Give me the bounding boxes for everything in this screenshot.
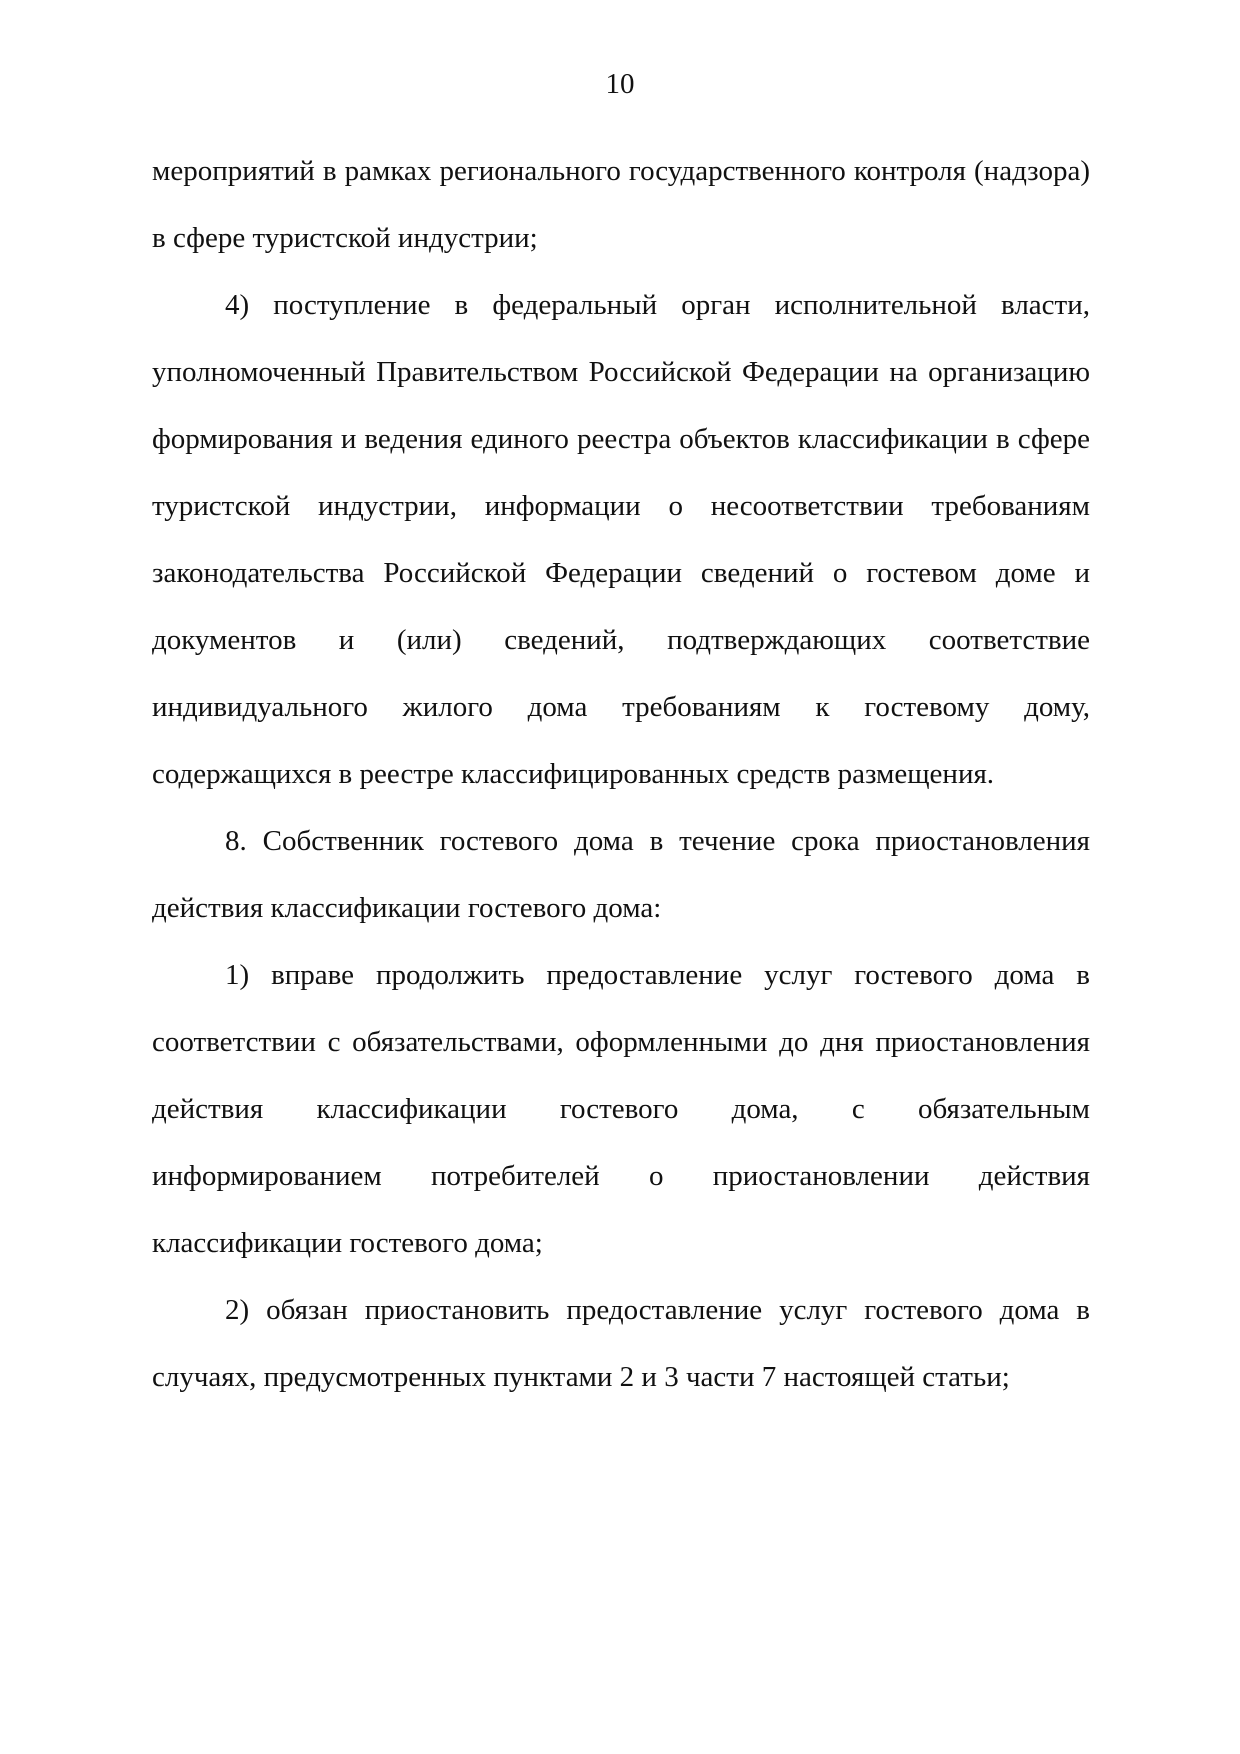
paragraph-section-8: 8. Собственник гостевого дома в течение срока приостановления действия классификации гостевого дома: bbox=[152, 825, 1090, 924]
paragraph-item-1: 1) вправе продолжить предоставление услуг гостевого дома в соответствии с обязательствами, оформленными до дня приостановления действия классификации гостевого дома, с обязательным информированием потребителей о приостановлении действия классификации гостевого дома; bbox=[152, 959, 1090, 1259]
paragraph-item-4: 4) поступление в федеральный орган исполнительной власти, уполномоченный Правительством Российской Федерации на организацию формирования и ведения единого реестра объектов классификации в сфере туристской индустрии, информации о несоответствии требованиям законодательства Российской Федерации сведений о гостевом доме и документов и (или) сведений, подтверждающих соответствие индивидуального жилого дома требованиям к гостевому дому, содержащихся в реестре классифицированных средств размещения. bbox=[152, 289, 1090, 790]
paragraph-item-2: 2) обязан приостановить предоставление услуг гостевого дома в случаях, предусмотренных пунктами 2 и 3 части 7 настоящей статьи; bbox=[152, 1294, 1090, 1393]
paragraph-continuation: мероприятий в рамках регионального государственного контроля (надзора) в сфере туристской индустрии; bbox=[152, 155, 1090, 254]
page-number: 10 bbox=[605, 68, 635, 100]
document-body bbox=[152, 138, 1090, 1411]
